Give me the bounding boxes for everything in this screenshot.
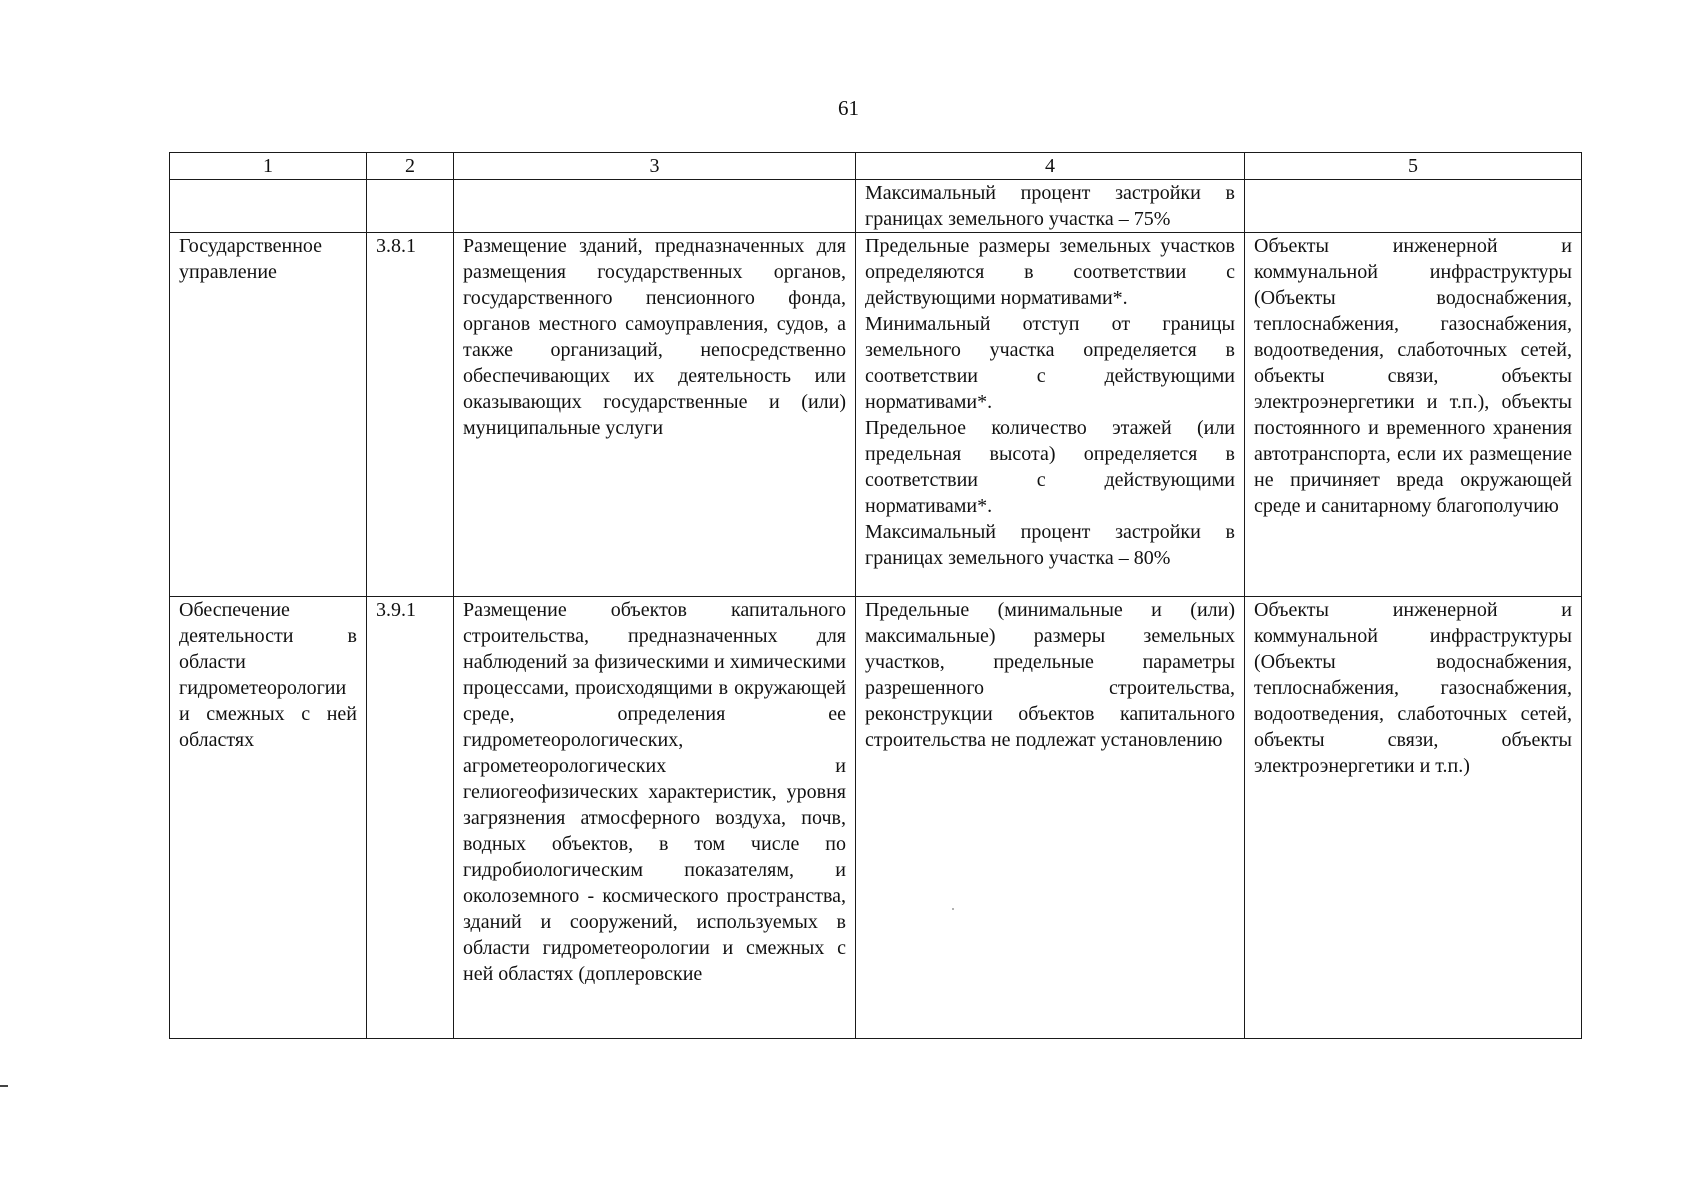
column-header-5: 5 [1245, 153, 1582, 180]
land-use-regulations-table [169, 152, 1582, 1039]
table-row [170, 233, 1582, 597]
parameter-text: Максимальный процент застройки в границах земельного участка – 80% [865, 521, 1235, 569]
auxiliary-objects-cell: Объекты инженерной и коммунальной инфраструктуры (Объекты водоснабжения, теплоснабжения, газоснабжения, водоотведения, слаботочных сетей, объекты связи, объекты электроэнергетики и т.п.), объекты постоянного и временного хранения автотранспорта, если их размещение не причиняет вреда окружающей среде и санитарному благополучию [1245, 233, 1582, 597]
use-type-code-cell [367, 180, 454, 233]
use-type-name-cell: Обеспечение деятельности в области гидрометеорологии и смежных с ней областях [170, 597, 367, 1039]
parameter-text: Минимальный отступ от границы земельного участка определяется в соответствии с действующими нормативами*. [865, 313, 1235, 413]
scan-dust-dot [952, 908, 954, 910]
use-type-code-cell: 3.8.1 [367, 233, 454, 597]
parameters-cell [856, 180, 1245, 233]
column-header-2: 2 [367, 153, 454, 180]
column-header-3: 3 [454, 153, 856, 180]
column-header-1: 1 [170, 153, 367, 180]
use-type-code-cell: 3.9.1 [367, 597, 454, 1039]
parameter-text: Предельные размеры земельных участков определяются в соответствии с действующими нормативами*. [865, 235, 1235, 309]
parameters-cell [856, 233, 1245, 597]
header-row [170, 153, 1582, 180]
scan-edge-mark [0, 1085, 8, 1087]
parameter-text: Максимальный процент застройки в границах земельного участка – 75% [865, 182, 1235, 230]
use-type-description-cell: Размещение зданий, предназначенных для размещения государственных органов, государственного пенсионного фонда, органов местного самоуправления, судов, а также организаций, непосредственно обеспечивающих их деятельность или оказывающих государственные и (или) муниципальные услуги [454, 233, 856, 597]
use-type-name-cell [170, 180, 367, 233]
use-type-description-cell: Размещение объектов капитального строительства, предназначенных для наблюдений за физическими и химическими процессами, происходящими в окружающей среде, определения ее гидрометеорологических, агрометеорологических и гелиогеофизических характеристик, уровня загрязнения атмосферного воздуха, почв, водных объектов, в том числе по гидробиологическим показателям, и околоземного - космического пространства, зданий и сооружений, используемых в области гидрометеорологии и смежных с ней областях (доплеровские [454, 597, 856, 1039]
table-row [170, 597, 1582, 1039]
parameters-cell [856, 597, 1245, 1039]
auxiliary-objects-cell: Объекты инженерной и коммунальной инфраструктуры (Объекты водоснабжения, теплоснабжения, газоснабжения, водоотведения, слаботочных сетей, объекты связи, объекты электроэнергетики и т.п.) [1245, 597, 1582, 1039]
use-type-name-cell: Государственное управление [170, 233, 367, 597]
auxiliary-objects-cell [1245, 180, 1582, 233]
parameter-text: Предельные (минимальные и (или) максимальные) размеры земельных участков, предельные параметры разрешенного строительства, реконструкции объектов капитального строительства не подлежат установлению [865, 599, 1235, 751]
page-number: 61 [838, 96, 859, 120]
parameter-text: Предельное количество этажей (или предельная высота) определяется в соответствии с действующими нормативами*. [865, 417, 1235, 517]
use-type-description-cell [454, 180, 856, 233]
column-header-4: 4 [856, 153, 1245, 180]
table-row [170, 180, 1582, 233]
